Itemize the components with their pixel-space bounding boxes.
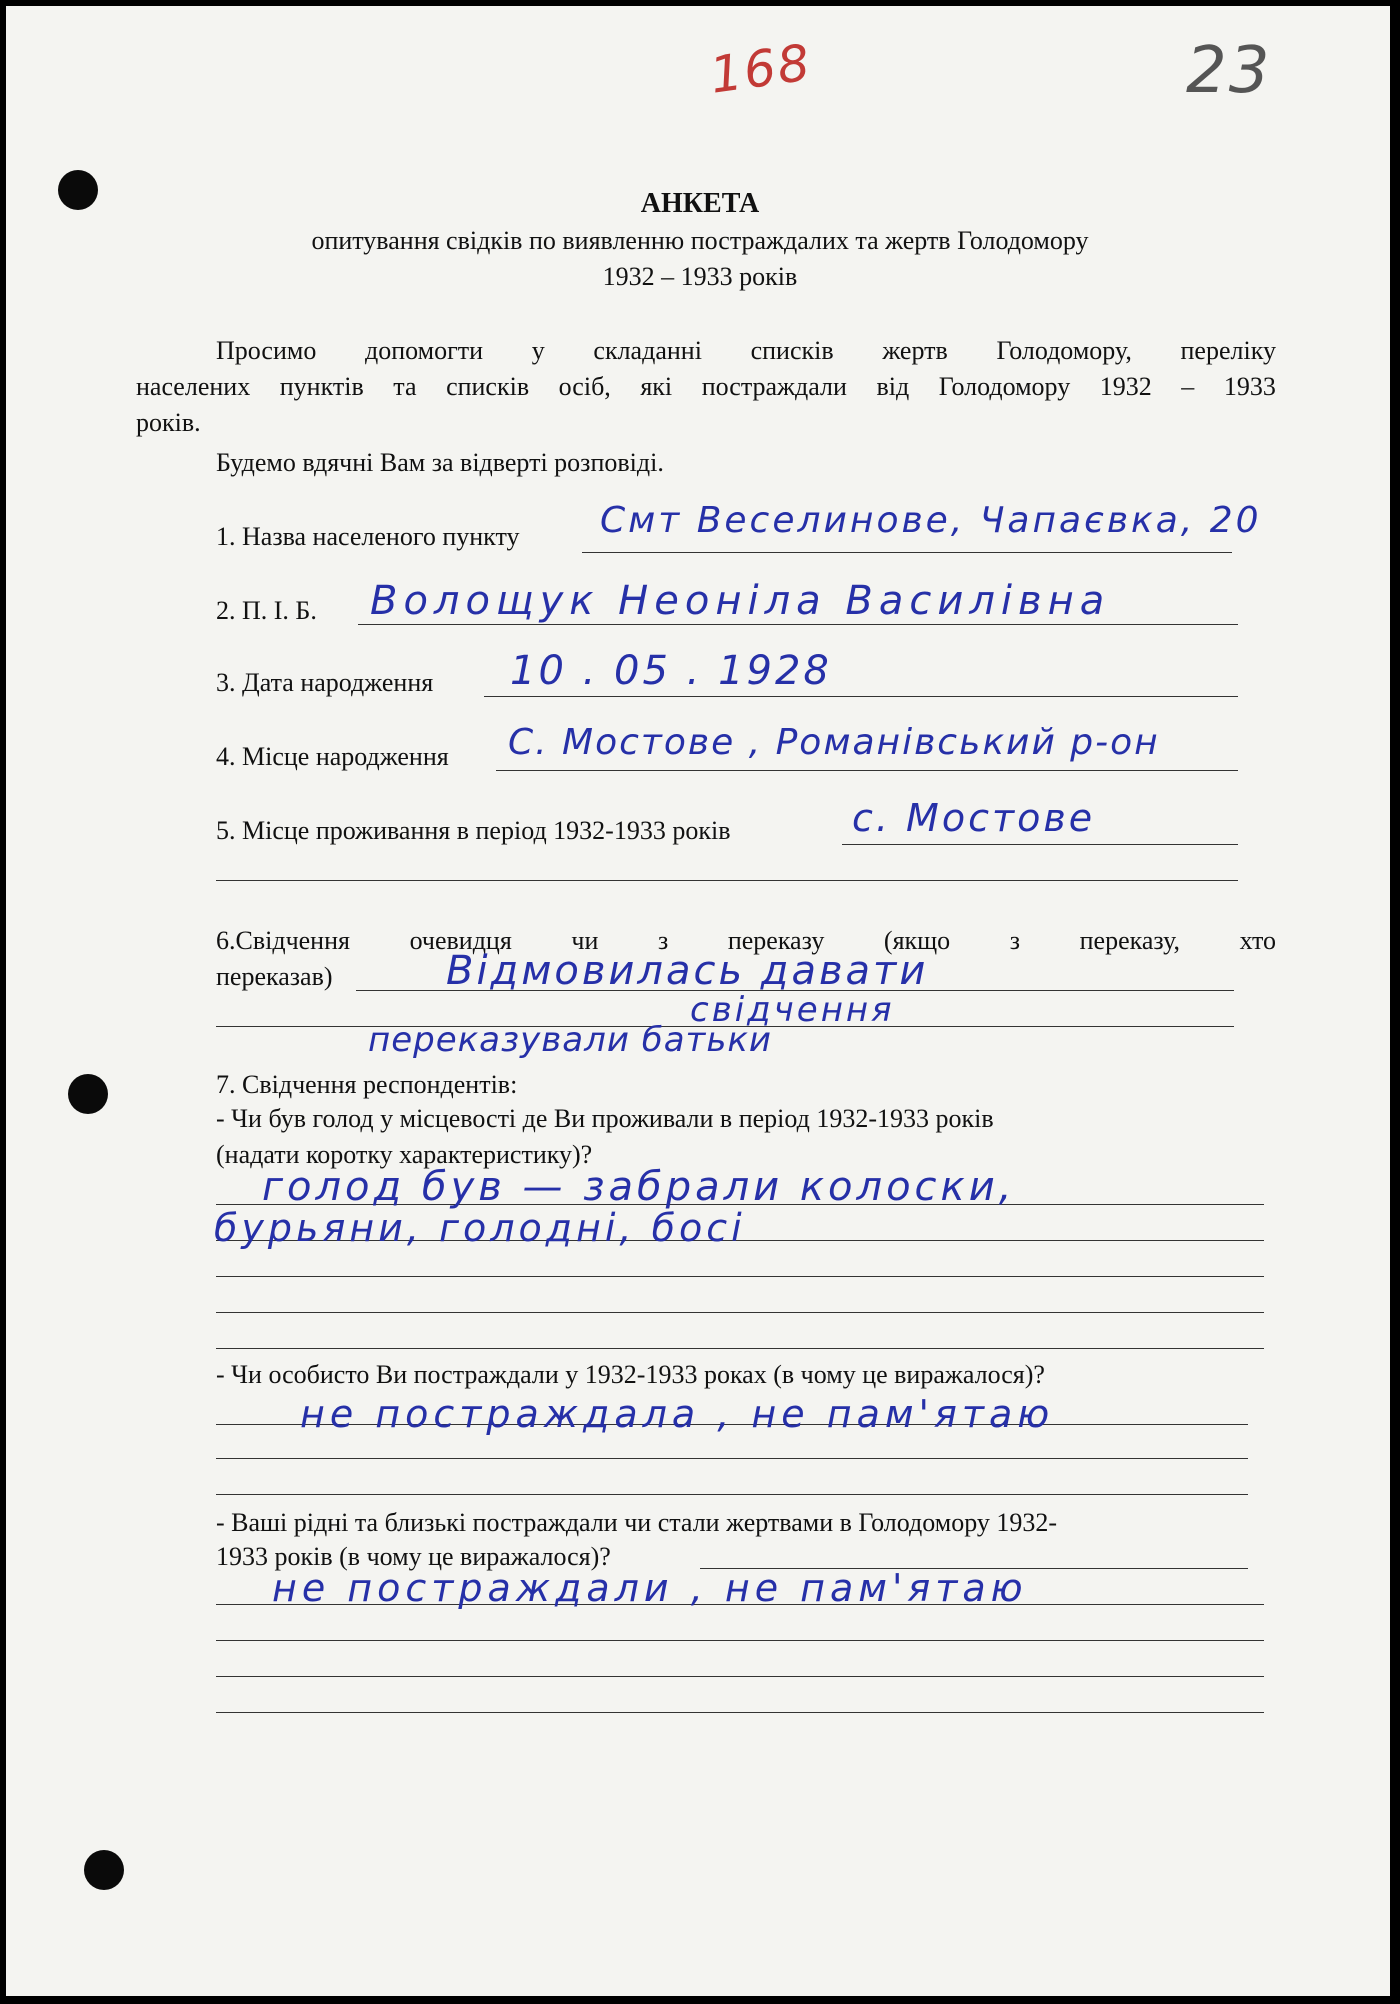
q3-answer-line xyxy=(484,696,1238,697)
q7-sub1-line-c xyxy=(216,1276,1264,1277)
intro-word: від xyxy=(876,372,910,401)
q7-sub2-question: - Чи особисто Ви постраждали у 1932-1933 роках (в чому це виражалося)? xyxy=(216,1360,1045,1389)
punch-hole-middle xyxy=(68,1074,108,1114)
q4-answer: С. Мостове , Романівський р-он xyxy=(508,722,1160,763)
q6-word: 6.Свідчення xyxy=(216,926,350,955)
form-subtitle-line2: 1932 – 1933 років xyxy=(602,262,798,291)
intro-thanks: Будемо вдячні Вам за відверті розповіді. xyxy=(216,448,664,477)
q3-label: 3. Дата народження xyxy=(216,668,434,697)
q6-answer-line1: Відмовилась давати xyxy=(446,948,929,994)
q7-sub2-line-b xyxy=(216,1458,1248,1459)
q7-sub1-line1: - Чи був голод у місцевості де Ви проживали в період 1932-1933 років xyxy=(216,1104,994,1133)
q2-answer-line xyxy=(358,624,1238,625)
q7-sub3-line1: - Ваші рідні та близькі постраждали чи стали жертвами в Голодомору 1932- xyxy=(216,1508,1058,1537)
intro-word: Голодомору xyxy=(938,372,1071,401)
intro-word: Голодомору, xyxy=(996,336,1132,365)
form-subtitle-line1: опитування свідків по виявленню постраждалих та жертв Голодомору xyxy=(311,226,1089,255)
q3-answer: 10 . 05 . 1928 xyxy=(510,648,832,694)
intro-word: населених xyxy=(136,372,251,401)
intro-word: 1932 xyxy=(1099,372,1152,401)
q6-word: очевидця xyxy=(409,926,512,955)
intro-word: складанні xyxy=(593,336,702,365)
q7-sub1-line-e xyxy=(216,1348,1264,1349)
q2-answer: Волощук Неоніла Василівна xyxy=(370,578,1111,624)
intro-line1 xyxy=(216,336,1276,366)
q1-label: 1. Назва населеного пункту xyxy=(216,522,520,551)
q7-sub3-answer: не постраждали , не пам'ятаю xyxy=(272,1566,1028,1610)
q7-sub3-line-d xyxy=(216,1676,1264,1677)
q2-label: 2. П. І. Б. xyxy=(216,596,317,625)
q1-answer-line xyxy=(582,552,1232,553)
q6-word: хто xyxy=(1239,926,1276,955)
q7-sub1-line-d xyxy=(216,1312,1264,1313)
form-title: АНКЕТА xyxy=(640,188,760,219)
intro-word: списків xyxy=(446,372,530,401)
q7-heading: 7. Свідчення респондентів: xyxy=(216,1070,518,1099)
intro-word: – xyxy=(1181,372,1195,401)
intro-word: жертв xyxy=(882,336,948,365)
intro-word: які xyxy=(640,372,673,401)
q5-answer-line xyxy=(842,844,1238,845)
q7-sub2-answer: не постраждала , не пам'ятаю xyxy=(300,1392,1055,1436)
q5-label: 5. Місце проживання в період 1932-1933 років xyxy=(216,816,731,845)
q6-answer-line3: переказували батьки xyxy=(368,1020,773,1060)
intro-word: та xyxy=(393,372,417,401)
q1-answer: Смт Веселинове, Чапаєвка, 20 xyxy=(600,500,1262,541)
archive-number: 168 xyxy=(706,33,815,105)
intro-word: списків xyxy=(750,336,834,365)
intro-word: 1933 xyxy=(1223,372,1276,401)
q6-label-line2: переказав) xyxy=(216,962,333,991)
q5-answer: с. Мостове xyxy=(852,796,1096,840)
q4-answer-line xyxy=(496,770,1238,771)
q6-word: переказу xyxy=(727,926,825,955)
q4-label: 4. Місце народження xyxy=(216,742,449,771)
q6-word: з xyxy=(1009,926,1021,955)
q6-answer-line2: свідчення xyxy=(690,990,895,1030)
intro-word: пунктів xyxy=(279,372,364,401)
q6-word: переказу, xyxy=(1079,926,1181,955)
intro-line3: років. xyxy=(136,408,201,437)
intro-word: у xyxy=(531,336,545,365)
q7-sub3-line-e xyxy=(216,1712,1264,1713)
q7-sub1-answer-line1: голод був — забрали колоски, xyxy=(262,1164,1016,1210)
q7-sub2-line-c xyxy=(216,1494,1248,1495)
q6-word: з xyxy=(657,926,669,955)
q7-sub3-line-c xyxy=(216,1640,1264,1641)
q6-word: чи xyxy=(571,926,599,955)
corner-number: 23 xyxy=(1186,34,1272,108)
q7-sub1-answer-line2: бурьяни, голодні, босі xyxy=(214,1206,746,1250)
intro-word: постраждали xyxy=(701,372,847,401)
intro-line2 xyxy=(136,372,1276,402)
intro-word: Просимо xyxy=(216,336,317,365)
q5-extra-line xyxy=(216,880,1238,881)
q7-sub3-line2: 1933 років (в чому це виражалося)? xyxy=(216,1542,611,1571)
intro-word: допомогти xyxy=(365,336,484,365)
q6-word: (якщо xyxy=(883,926,951,955)
punch-hole-bottom xyxy=(84,1850,124,1890)
intro-word: осіб, xyxy=(558,372,611,401)
intro-word: переліку xyxy=(1180,336,1276,365)
q7-sub1-line2: (надати коротку характеристику)? xyxy=(216,1140,593,1169)
